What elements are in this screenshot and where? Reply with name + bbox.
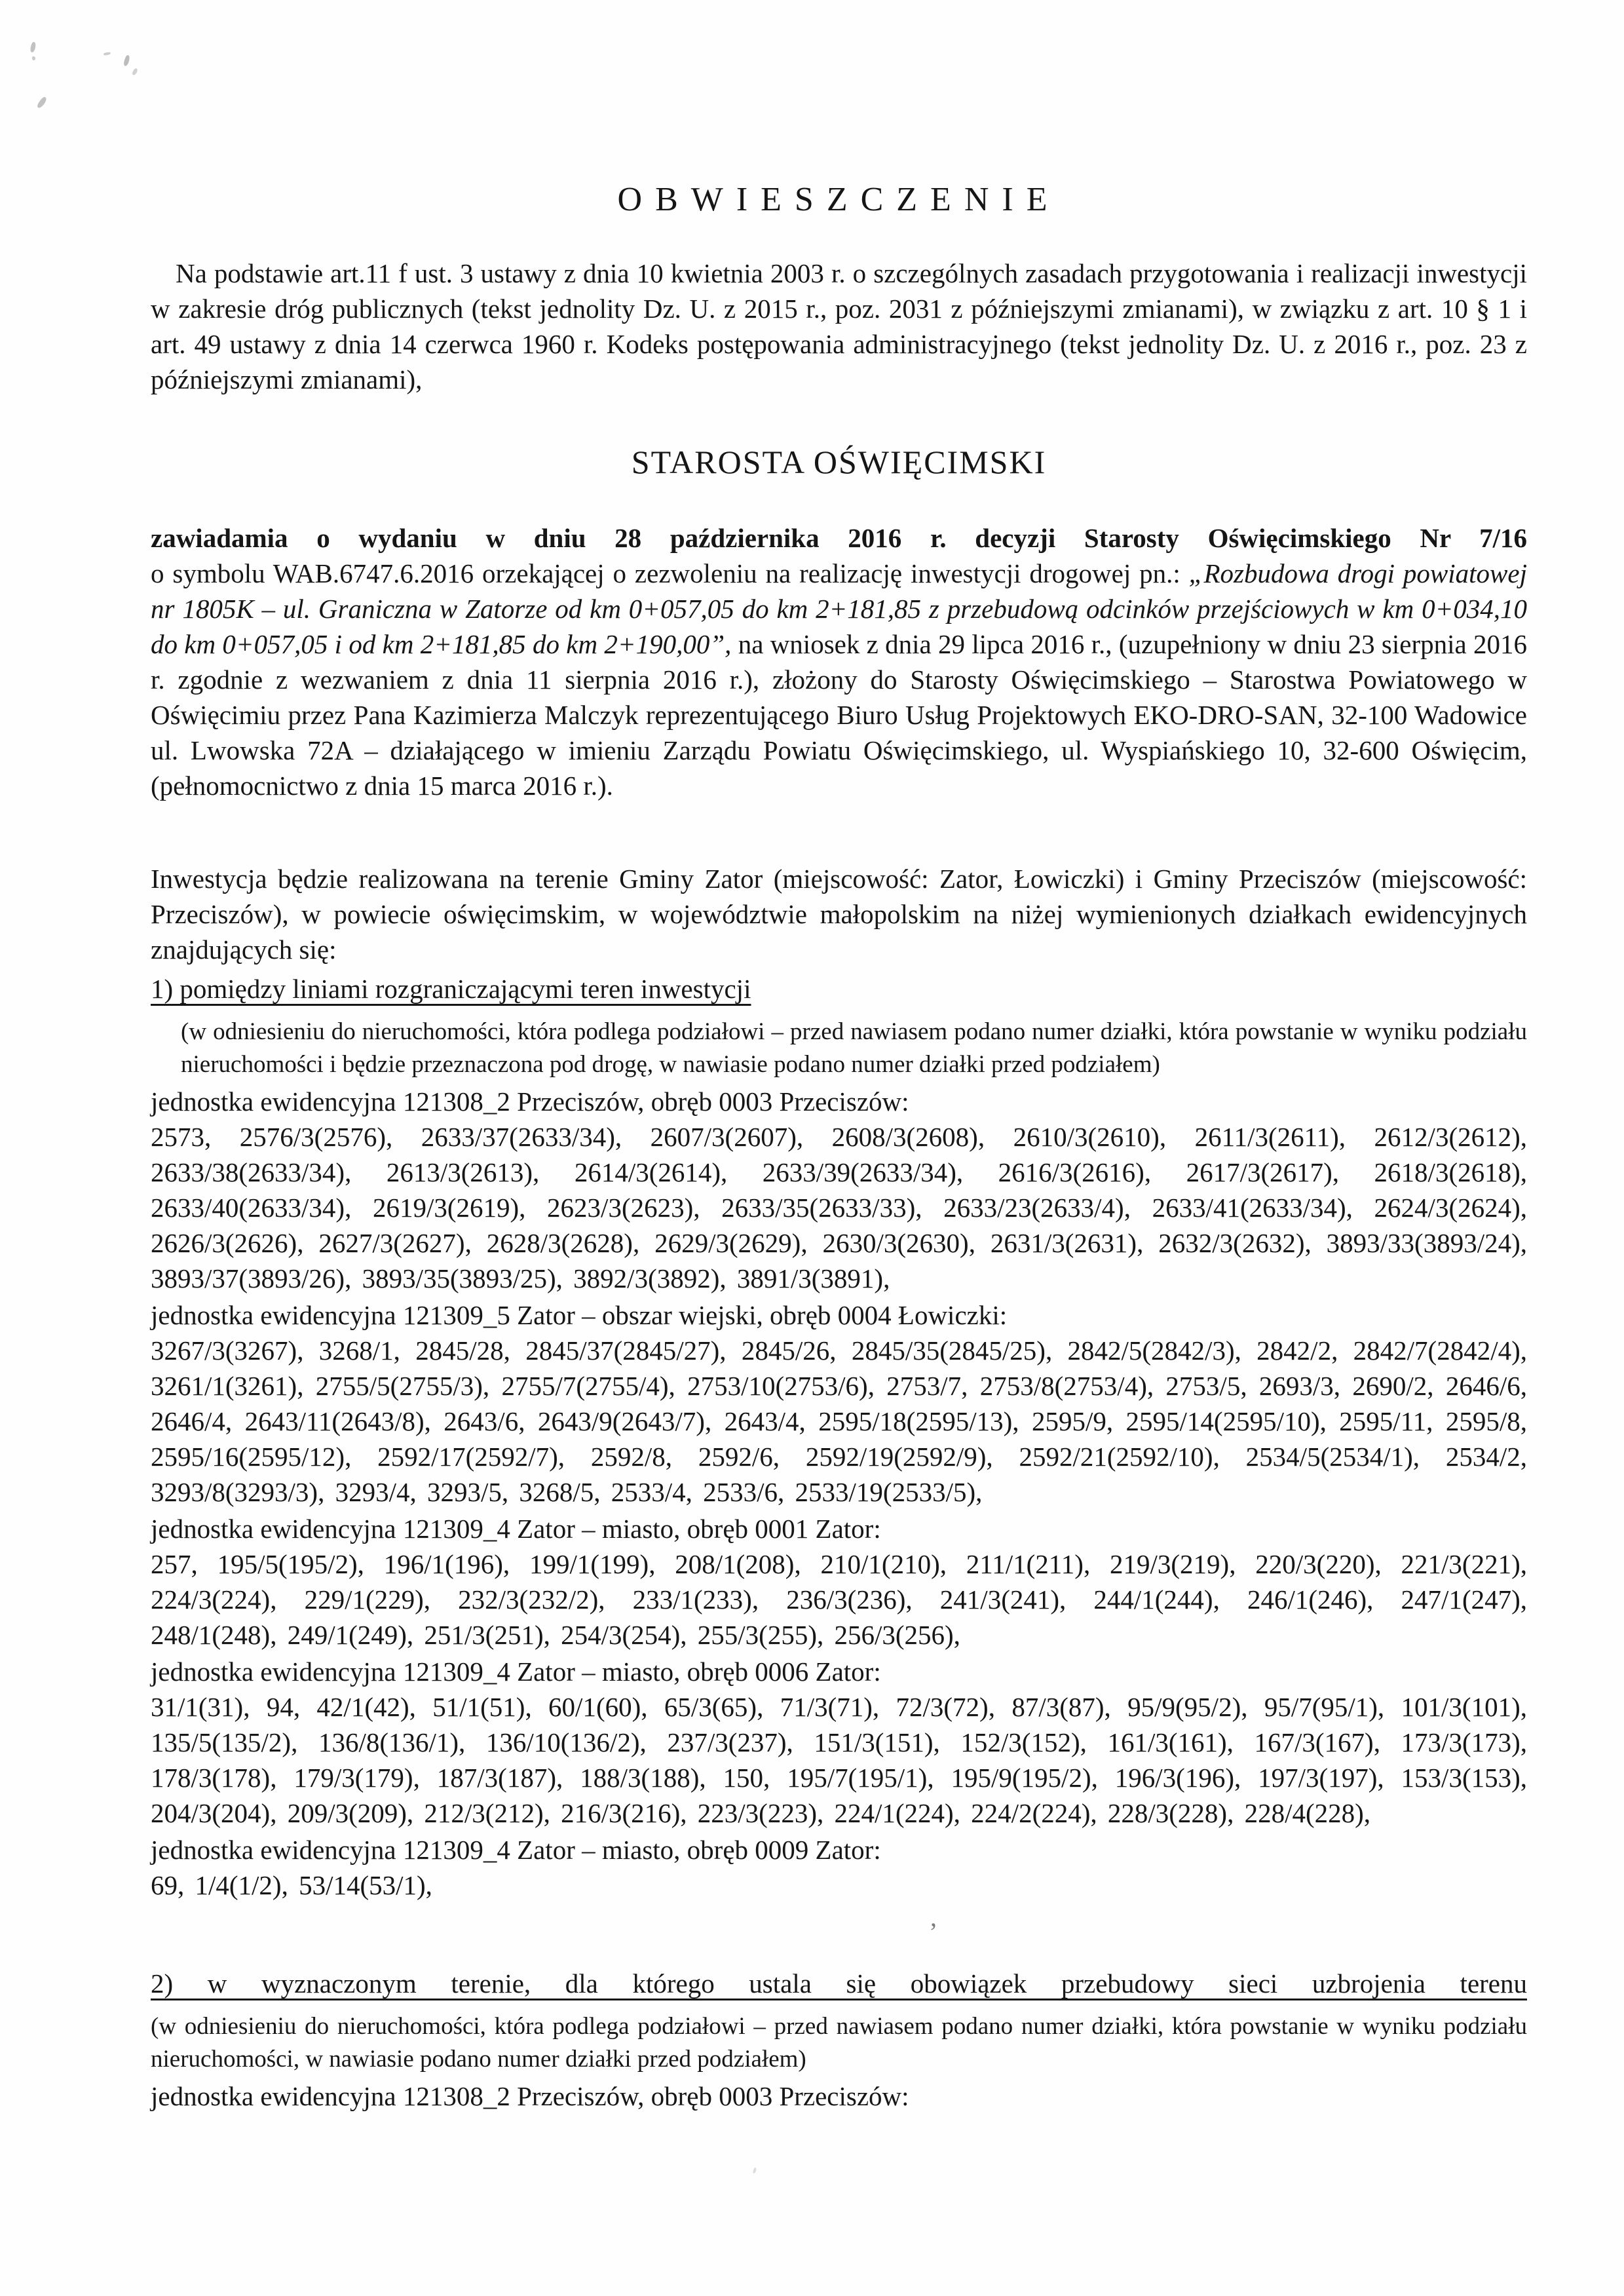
scan-artifact (32, 56, 35, 60)
notice-intro-line: zawiadamia o wydaniu w dniu 28 października 2016 r. decyzji Starosty Oświęcimskiego Nr 7/16 (151, 523, 1527, 553)
unit-label-zator-0006: jednostka ewidencyjna 121309_4 Zator – miasto, obręb 0006 Zator: (151, 1656, 881, 1687)
unit-label-zator-0001: jednostka ewidencyjna 121309_4 Zator – miasto, obręb 0001 Zator: (151, 1514, 881, 1544)
authority-heading: STAROSTA OŚWIĘCIMSKI (631, 444, 1047, 480)
section-1-heading: 1) pomiędzy liniami rozgraniczającymi teren inwestycji (151, 974, 751, 1004)
section-2-note: (w odniesieniu do nieruchomości, która podlega podziałowi – przed nawiasem podano numer działki, która powstanie w wyniku podziału nieruchomości, w nawiasie podano numer działki przed podziałem) (151, 2013, 1527, 2073)
investment-area-paragraph: Inwestycja będzie realizowana na terenie Gminy Zator (miejscowość: Zator, Łowiczki) i Gminy Przeciszów (miejscowość: Przeciszów), w powiecie oświęcimskim, w województwie małopolskim na niżej wymienionych działkach ewidencyjnych znajdujących się: (151, 864, 1527, 965)
unit-label-przeciszow-0003: jednostka ewidencyjna 121308_2 Przeciszów, obręb 0003 Przeciszów: (151, 1086, 909, 1117)
notice-body-paragraph (151, 556, 1527, 803)
notice-regular-text-2: na wniosek z dnia 29 lipca 2016 r., (uzupełniony w dniu 23 sierpnia 2016 r. zgodnie z wezwaniem z dnia 11 sierpnia 2016 r.), złożony do Starosty Oświęcimskiego – Starostwa Powiatowego w Oświęcimiu przez Pana Kazimierza Malczyk reprezentującego Biuro Usług Projektowych EKO-DRO-SAN, 32-100 Wadowice ul. Lwowska 72A – działającego w imieniu Zarządu Powiatu Oświęcimskiego, ul. Wyspiańskiego 10, 32-600 Oświęcim, (pełnomocnictwo z dnia 15 marca 2016 r.). (151, 629, 1527, 801)
scan-artifact (753, 2168, 757, 2174)
scan-artifact (132, 67, 139, 76)
scan-artifact: ’ (929, 1917, 938, 1947)
scan-artifact (29, 41, 37, 52)
unit-parcels-lowiczki-0004: 3267/3(3267), 3268/1, 2845/28, 2845/37(2845/27), 2845/26, 2845/35(2845/25), 2842/5(2842/3), 2842/2, 2842/7(2842/4), 3261/1(3261), 2755/5(2755/3), 2755/7(2755/4), 2753/10(2753/6), 2753/7, 2753/8(2753/4), 2753/5, 2693/3, 2690/2, 2646/6, 2646/4, 2643/11(2643/8), 2643/6, 2643/9(2643/7), 2643/4, 2595/18(2595/13), 2595/9, 2595/14(2595/10), 2595/11, 2595/8, 2595/16(2595/12), 2592/17(2592/7), 2592/8, 2592/6, 2592/19(2592/9), 2592/21(2592/10), 2534/5(2534/1), 2534/2, 3293/8(3293/3), 3293/4, 3293/5, 3268/5, 2533/4, 2533/6, 2533/19(2533/5), (151, 1335, 1527, 1507)
legal-basis-paragraph: Na podstawie art.11 f ust. 3 ustawy z dnia 10 kwietnia 2003 r. o szczególnych zasadach przygotowania i realizacji inwestycji w zakresie dróg publicznych (tekst jednolity Dz. U. z 2015 r., poz. 2031 z późniejszymi zmianami), w związku z art. 10 § 1 i art. 49 ustawy z dnia 14 czerwca 1960 r. Kodeks postępowania administracyjnego (tekst jednolity Dz. U. z 2016 r., poz. 23 z późniejszymi zmianami), (151, 258, 1527, 394)
scan-artifact (36, 96, 48, 109)
scan-artifact (104, 52, 111, 56)
unit-parcels-przeciszow-0003: 2573, 2576/3(2576), 2633/37(2633/34), 2607/3(2607), 2608/3(2608), 2610/3(2610), 2611/3(2611), 2612/3(2612), 2633/38(2633/34), 2613/3(2613), 2614/3(2614), 2633/39(2633/34), 2616/3(2616), 2617/3(2617), 2618/3(2618), 2633/40(2633/34), 2619/3(2619), 2623/3(2623), 2633/35(2633/33), 2633/23(2633/4), 2633/41(2633/34), 2624/3(2624), 2626/3(2626), 2627/3(2627), 2628/3(2628), 2629/3(2629), 2630/3(2630), 2631/3(2631), 2632/3(2632), 3893/33(3893/24), 3893/37(3893/26), 3893/35(3893/25), 3892/3(3892), 3891/3(3891), (151, 1122, 1527, 1293)
unit-label-zator-0009: jednostka ewidencyjna 121309_4 Zator – miasto, obręb 0009 Zator: (151, 1835, 881, 1865)
page-title: OBWIESZCZENIE (617, 181, 1061, 218)
section-2-unit-label-przeciszow-0003: jednostka ewidencyjna 121308_2 Przeciszów, obręb 0003 Przeciszów: (151, 2081, 909, 2111)
unit-parcels-zator-0001: 257, 195/5(195/2), 196/1(196), 199/1(199), 208/1(208), 210/1(210), 211/1(211), 219/3(219), 220/3(220), 221/3(221), 224/3(224), 229/1(229), 232/3(232/2), 233/1(233), 236/3(236), 241/3(241), 244/1(244), 246/1(246), 247/1(247), 248/1(248), 249/1(249), 251/3(251), 254/3(254), 255/3(255), 256/3(256), (151, 1549, 1527, 1650)
section-2-heading: 2) w wyznaczonym terenie, dla którego ustala się obowiązek przebudowy sieci uzbrojenia terenu (151, 1968, 1527, 1999)
unit-label-lowiczki-0004: jednostka ewidencyjna 121309_5 Zator – obszar wiejski, obręb 0004 Łowiczki: (151, 1300, 1008, 1330)
notice-regular-text-1: o symbolu WAB.6747.6.2016 orzekającej o zezwoleniu na realizację inwestycji drogowej pn.: (151, 558, 1189, 588)
scan-artifact (123, 54, 131, 66)
document-content (151, 182, 1527, 2114)
project-name-italic: „Rozbudowa drogi powiatowej nr 1805K – ul. Graniczna w Zatorze od km 0+057,05 do km 2+181,85 z przebudową odcinków przejściowych w km 0+034,10 do km 0+057,05 i od km 2+181,85 do km 2+190,00”, (151, 558, 1527, 659)
unit-parcels-zator-0006: 31/1(31), 94, 42/1(42), 51/1(51), 60/1(60), 65/3(65), 71/3(71), 72/3(72), 87/3(87), 95/9(95/2), 95/7(95/1), 101/3(101), 135/5(135/2), 136/8(136/1), 136/10(136/2), 237/3(237), 151/3(151), 152/3(152), 161/3(161), 167/3(167), 173/3(173), 178/3(178), 179/3(179), 187/3(187), 188/3(188), 150, 195/7(195/1), 195/9(195/2), 196/3(196), 197/3(197), 153/3(153), 204/3(204), 209/3(209), 212/3(212), 216/3(216), 223/3(223), 224/1(224), 224/2(224), 228/3(228), 228/4(228), (151, 1692, 1527, 1828)
section-1-note: (w odniesieniu do nieruchomości, która podlega podziałowi – przed nawiasem podano numer działki, która powstanie w wyniku podziału nieruchomości i będzie przeznaczona pod drogę, w nawiasie podano numer działki przed podziałem) (181, 1018, 1527, 1078)
unit-parcels-zator-0009: 69, 1/4(1/2), 53/14(53/1), (151, 1870, 432, 1900)
